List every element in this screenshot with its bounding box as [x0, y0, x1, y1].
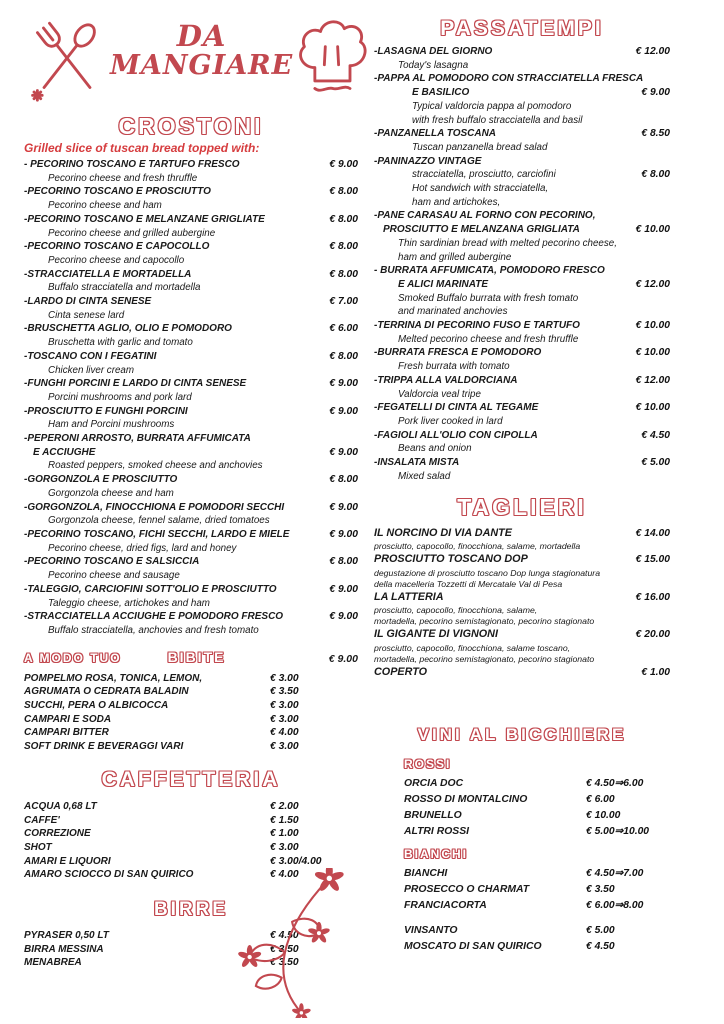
- item-text: stracciatella, prosciutto, carciofini: [412, 169, 556, 181]
- item-price: € 1.50: [270, 814, 299, 826]
- item-text: - PECORINO TOSCANO E TARTUFO FRESCO: [24, 159, 240, 170]
- menu-item-name: [374, 456, 670, 470]
- section-taglieri: [374, 493, 670, 681]
- item-price: € 3.50: [586, 884, 615, 896]
- item-text: -PANE CARASAU AL FORNO CON PECORINO,: [374, 210, 596, 222]
- menu-item-name: [24, 322, 358, 336]
- item-price: € 4.50⇒6.00: [586, 778, 644, 790]
- item-text: E ALICI MARINATE: [398, 278, 488, 290]
- menu-item-name: [374, 552, 670, 568]
- item-price: € 10.00: [635, 224, 670, 236]
- item-text: PROSCIUTTO TOSCANO DOP: [374, 553, 528, 566]
- bianchi-items: [374, 866, 700, 914]
- item-price: € 3.50: [270, 957, 299, 969]
- item-price: € 3.00: [270, 741, 299, 753]
- menu-item-description: [374, 442, 670, 456]
- item-text: -PECORINO TOSCANO E CAPOCOLLO: [24, 241, 210, 253]
- section-title-rossi: ROSSI: [404, 757, 452, 772]
- item-text: Porcini mushrooms and pork lard: [48, 391, 192, 403]
- menu-item-description: [24, 309, 358, 323]
- item-text: ALTRI ROSSI: [404, 826, 470, 838]
- item-text: Mixed salad: [398, 470, 451, 482]
- menu-item-description: [374, 579, 670, 590]
- menu-item-description: [374, 415, 670, 429]
- item-text: -GORGONZOLA, FINOCCHIONA E POMODORI SECCHI: [24, 501, 285, 513]
- item-text: CORREZIONE: [24, 828, 91, 840]
- menu-item-name: [374, 665, 670, 681]
- section-title-bibite: BIBITE: [167, 648, 226, 665]
- crossed-spoon-fork-icon: [24, 14, 110, 106]
- item-price: € 6.00⇒8.00: [586, 900, 644, 912]
- section-amodotuo: [24, 647, 358, 754]
- section-title-bianchi: BIANCHI: [404, 847, 468, 862]
- menu-item-name: [24, 528, 358, 542]
- menu-item-description: [374, 237, 670, 251]
- menu-item-name: [374, 319, 670, 333]
- item-text: -LARDO DI CINTA SENESE: [24, 296, 152, 308]
- item-text: ROSSO DI MONTALCINO: [404, 794, 528, 806]
- menu-item-name: [24, 814, 358, 828]
- item-text: PROSCIUTTO E MELANZANA GRIGLIATA: [383, 224, 580, 236]
- menu-item-description: [24, 364, 358, 378]
- item-price: € 3.00: [270, 700, 299, 712]
- item-price: € 3.00: [270, 672, 299, 684]
- item-text: BIRRA MESSINA: [24, 943, 104, 955]
- menu-item-description: [24, 254, 358, 268]
- item-text: PROSECCO O CHARMAT: [404, 884, 530, 896]
- menu-item-name: [404, 898, 700, 914]
- item-price: € 9.00: [329, 378, 358, 390]
- item-text: prosciutto, capocollo, finocchiona, salame,: [374, 605, 538, 616]
- menu-item-name: [404, 808, 700, 824]
- item-price: € 6.00: [586, 794, 615, 806]
- item-price: € 1.00: [270, 828, 299, 840]
- menu-item-name: [374, 209, 670, 223]
- item-price: € 8.00: [329, 241, 358, 253]
- item-price: € 8.00: [329, 474, 358, 486]
- item-price: € 16.00: [635, 591, 670, 603]
- menu-item-name: [24, 213, 358, 227]
- section-title-passatempi: PASSATEMPI: [440, 17, 604, 40]
- item-text: PYRASER 0,50 LT: [24, 929, 109, 941]
- floral-ornament: [232, 868, 348, 1018]
- item-text: Pecorino cheese and fresh thruffle: [48, 172, 198, 184]
- item-price: € 8.00: [329, 350, 358, 362]
- menu-item-name: [24, 713, 358, 727]
- dessert-wine-items: [374, 923, 700, 955]
- item-text: FRANCIACORTA: [404, 900, 487, 912]
- menu-item-name: [24, 555, 358, 569]
- item-price: € 5.00⇒10.00: [586, 826, 650, 838]
- item-text: POMPELMO ROSA, TONICA, LEMON,: [24, 672, 203, 684]
- menu-item-description: [24, 199, 358, 213]
- menu-item-name: [374, 374, 670, 388]
- item-text: IL NORCINO DI VIA DANTE: [374, 526, 512, 539]
- menu-item-name: [374, 72, 670, 86]
- menu-item-name: [404, 792, 700, 808]
- item-text: Pork liver cooked in lard: [398, 415, 503, 427]
- item-price: € 20.00: [635, 629, 670, 641]
- menu-item-name: [404, 882, 700, 898]
- menu-item-name: [24, 432, 358, 446]
- item-text: -PECORINO TOSCANO E MELANZANE GRIGLIATE: [24, 213, 265, 225]
- menu-item-name: [374, 278, 670, 292]
- item-text: -PEPERONI ARROSTO, BURRATA AFFUMICATA: [24, 433, 251, 445]
- item-text: -PANINAZZO VINTAGE: [374, 155, 482, 167]
- item-text: Cinta senese lard: [48, 309, 125, 321]
- item-text: AGRUMATA O CEDRATA BALADIN: [24, 686, 189, 698]
- item-price: € 8.00: [641, 169, 670, 181]
- menu-item-name: [24, 827, 358, 841]
- item-price: € 3.50: [270, 686, 299, 698]
- item-text: Beans and onion: [398, 443, 472, 455]
- menu-item-description: [374, 141, 670, 155]
- item-text: Chicken liver cream: [48, 364, 135, 376]
- item-price: € 4.50⇒7.00: [586, 868, 644, 880]
- menu-item-description: [24, 514, 358, 528]
- item-text: -PROSCIUTTO E FUNGHI PORCINI: [24, 405, 188, 417]
- item-text: Typical valdorcia pappa al pomodoro: [412, 100, 572, 112]
- item-price: € 9.00: [641, 87, 670, 99]
- menu-item-name: [24, 583, 358, 597]
- item-price: € 4.50: [270, 929, 299, 941]
- menu-item-name: [374, 223, 670, 237]
- item-text: Thin sardinian bread with melted pecorino cheese,: [398, 237, 617, 249]
- item-text: ham and grilled aubergine: [398, 251, 512, 263]
- logo-line2: MANGIARE: [110, 49, 294, 81]
- menu-item-name: [24, 446, 358, 460]
- menu-item-description: [24, 624, 358, 638]
- item-text: Buffalo stracciatella, anchovies and fresh tomato: [48, 624, 259, 636]
- item-price: € 12.00: [635, 278, 670, 290]
- item-text: COPERTO: [374, 665, 427, 678]
- menu-item-description: [374, 654, 670, 665]
- menu-item-description: [374, 100, 670, 114]
- menu-item-description: [374, 196, 670, 210]
- item-price: € 12.00: [635, 46, 670, 57]
- item-price: € 8.00: [329, 186, 358, 198]
- menu-item-name: [24, 841, 358, 855]
- menu-item-name: [24, 685, 358, 699]
- menu-item-description: [374, 643, 670, 654]
- menu-item-name: [374, 346, 670, 360]
- item-price: € 10.00: [635, 320, 670, 332]
- item-price: € 9.00: [329, 583, 358, 595]
- item-price: € 5.00: [586, 925, 615, 937]
- item-text: - BURRATA AFFUMICATA, POMODORO FRESCO: [374, 265, 605, 277]
- menu-item-description: [374, 568, 670, 579]
- item-text: Gorgonzola cheese and ham: [48, 487, 174, 499]
- menu-item-description: [24, 487, 358, 501]
- menu-item-description: [24, 336, 358, 350]
- menu-item-name: [374, 86, 670, 100]
- item-text: -FUNGHI PORCINI E LARDO DI CINTA SENESE: [24, 378, 247, 390]
- menu-item-name: [24, 350, 358, 364]
- item-text: prosciutto, capocollo, finocchiona, salame toscano,: [374, 642, 571, 653]
- menu-item-name: [374, 627, 670, 643]
- menu-item-description: [374, 251, 670, 265]
- menu-item-name: [374, 401, 670, 415]
- menu-item-name: [374, 127, 670, 141]
- menu-item-description: [374, 59, 670, 73]
- menu-item-description: [24, 418, 358, 432]
- item-price: € 15.00: [635, 554, 670, 566]
- item-price: € 9.00: [329, 611, 358, 623]
- menu-item-description: [374, 305, 670, 319]
- item-text: -PECORINO TOSCANO E PROSCIUTTO: [24, 186, 211, 198]
- section-title-taglieri: TAGLIERI: [457, 493, 587, 520]
- item-text: Pecorino cheese and ham: [48, 200, 162, 212]
- item-text: E ACCIUGHE: [33, 446, 96, 458]
- item-text: -PANZANELLA TOSCANA: [374, 128, 497, 140]
- item-text: VINSANTO: [404, 925, 458, 937]
- item-text: -BURRATA FRESCA E POMODORO: [374, 347, 542, 359]
- item-text: Fresh burrata with tomato: [398, 361, 510, 373]
- menu-item-name: [24, 268, 358, 282]
- item-text: della macelleria Tozzetti di Mercatale Val di Pesa: [374, 578, 563, 589]
- item-price: € 6.00: [329, 323, 358, 335]
- restaurant-name: [110, 14, 293, 79]
- menu-item-name: [404, 776, 700, 792]
- restaurant-logo: [24, 14, 358, 110]
- item-text: Bruschetta with garlic and tomato: [48, 337, 193, 349]
- item-text: ACQUA 0,68 LT: [24, 800, 97, 812]
- item-text: degustazione di prosciutto toscano Dop lunga stagionatura: [374, 567, 601, 578]
- section-vini: [374, 722, 670, 955]
- item-text: Pecorino cheese and sausage: [48, 570, 180, 582]
- item-price: € 4.50: [641, 429, 670, 441]
- menu-item-description: [24, 459, 358, 473]
- passatempi-items: [374, 45, 670, 484]
- item-text: Ham and Porcini mushrooms: [48, 419, 175, 431]
- amodotuo-header: [24, 647, 358, 667]
- section-title-birre: BIRRE: [153, 898, 229, 920]
- item-price: € 8.00: [329, 213, 358, 225]
- section-title-vini: VINI AL BICCHIERE: [417, 725, 627, 745]
- section-title-caffetteria: CAFFETTERIA: [101, 767, 281, 791]
- left-column: [24, 0, 358, 970]
- item-price: € 8.50: [641, 128, 670, 140]
- item-text: Tuscan panzanella bread salad: [412, 141, 548, 153]
- item-text: -STRACCIATELLA ACCIUGHE E POMODORO FRESCO: [24, 611, 284, 623]
- item-text: -LASAGNA DEL GIORNO: [374, 46, 493, 57]
- menu-item-description: [374, 360, 670, 374]
- menu-item-name: [24, 501, 358, 515]
- item-text: Valdorcia veal tripe: [398, 388, 481, 400]
- item-price: € 3.00: [270, 713, 299, 725]
- logo-line1: DA: [176, 19, 227, 53]
- menu-item-name: [24, 672, 358, 686]
- chef-hat-icon: [293, 14, 369, 106]
- item-text: SOFT DRINK E BEVERAGGI VARI: [24, 741, 184, 753]
- item-price: € 10.00: [635, 347, 670, 359]
- menu-item-name: [374, 264, 670, 278]
- item-text: -PECORINO TOSCANO, FICHI SECCHI, LARDO E MIELE: [24, 528, 290, 540]
- item-text: Hot sandwich with stracciatella,: [412, 183, 549, 195]
- item-price: € 9.00: [329, 501, 358, 513]
- item-text: -FEGATELLI DI CINTA AL TEGAME: [374, 402, 539, 414]
- menu-item-description: [374, 388, 670, 402]
- menu-item-name: [24, 800, 358, 814]
- menu-item-description: [374, 168, 670, 182]
- item-text: -STRACCIATELLA E MORTADELLA: [24, 268, 192, 280]
- menu-item-name: [24, 740, 358, 754]
- item-text: mortadella, pecorino semistagionato, pecorino stagionato: [374, 616, 595, 627]
- rossi-items: [374, 776, 700, 840]
- item-text: E BASILICO: [412, 87, 470, 99]
- item-price: € 4.00: [270, 869, 299, 881]
- item-text: -TRIPPA ALLA VALDORCIANA: [374, 374, 518, 386]
- item-price: € 10.00: [586, 810, 621, 822]
- item-price: € 4.50: [586, 941, 615, 953]
- item-text: -TERRINA DI PECORINO FUSO E TARTUFO: [374, 320, 580, 332]
- menu-item-name: [374, 45, 670, 59]
- menu-item-name: [24, 377, 358, 391]
- item-text: -BRUSCHETTA AGLIO, OLIO E POMODORO: [24, 323, 232, 335]
- item-text: mortadella, pecorino semistagionato, pecorino stagionato: [374, 653, 595, 664]
- menu-item-name: [374, 590, 670, 606]
- item-price: € 12.00: [635, 374, 670, 386]
- item-text: with fresh buffalo stracciatella and basil: [412, 114, 583, 126]
- item-text: Melted pecorino cheese and fresh thruffle: [398, 333, 579, 345]
- item-price: € 9.00: [329, 446, 358, 458]
- menu-item-name: [24, 405, 358, 419]
- section-title-amodotuo: A MODO TUO: [24, 650, 122, 665]
- menu-item-name: [374, 526, 670, 542]
- item-text: MOSCATO DI SAN QUIRICO: [404, 941, 542, 953]
- item-text: -INSALATA MISTA: [374, 457, 460, 469]
- menu-item-description: [24, 391, 358, 405]
- item-price: € 9.00: [329, 159, 358, 170]
- item-price: € 3.50: [270, 943, 299, 955]
- item-text: AMARO SCIOCCO DI SAN QUIRICO: [24, 869, 194, 881]
- item-text: -TOSCANO CON I FEGATINI: [24, 350, 157, 362]
- menu-item-description: [374, 333, 670, 347]
- item-text: ORCIA DOC: [404, 778, 464, 790]
- amodotuo-price: € 9.00: [328, 652, 358, 665]
- item-text: Pecorino cheese and grilled aubergine: [48, 227, 216, 239]
- menu-item-name: [374, 429, 670, 443]
- item-text: Roasted peppers, smoked cheese and anchovies: [48, 460, 263, 472]
- menu-item-description: [374, 114, 670, 128]
- menu-item-description: [374, 605, 670, 616]
- item-price: € 7.00: [329, 296, 358, 308]
- item-text: ham and artichokes,: [412, 196, 501, 208]
- menu-item-description: [374, 182, 670, 196]
- item-text: -FAGIOLI ALL'OLIO CON CIPOLLA: [374, 429, 538, 441]
- item-text: Pecorino cheese, dried figs, lard and honey: [48, 542, 237, 554]
- item-text: CAFFE': [24, 814, 60, 826]
- menu-item-description: [24, 542, 358, 556]
- right-column: [374, 0, 670, 955]
- item-text: CAMPARI BITTER: [24, 727, 109, 739]
- menu-item-name: [404, 824, 700, 840]
- item-text: Smoked Buffalo burrata with fresh tomato: [398, 292, 579, 304]
- item-text: Taleggio cheese, artichokes and ham: [48, 597, 210, 609]
- bibite-items: [24, 672, 358, 754]
- item-text: Buffalo stracciatella and mortadella: [48, 282, 201, 294]
- item-price: € 9.00: [329, 405, 358, 417]
- item-price: € 3.00: [270, 841, 299, 853]
- item-price: € 3.00/4.00: [270, 855, 322, 867]
- section-crostoni: [24, 112, 358, 638]
- item-text: BIANCHI: [404, 868, 448, 880]
- menu-item-description: [24, 569, 358, 583]
- item-text: Gorgonzola cheese, fennel salame, dried tomatoes: [48, 515, 270, 527]
- item-text: AMARI E LIQUORI: [24, 855, 111, 867]
- menu-item-name: [404, 939, 700, 955]
- taglieri-items: [374, 526, 670, 681]
- item-price: € 2.00: [270, 800, 299, 812]
- menu-item-name: [24, 473, 358, 487]
- section-passatempi: [374, 16, 670, 484]
- item-price: € 8.00: [329, 268, 358, 280]
- item-price: € 5.00: [641, 457, 670, 469]
- item-text: MENABREA: [24, 957, 82, 969]
- item-text: -PECORINO TOSCANO E SALSICCIA: [24, 556, 200, 568]
- menu-item-description: [374, 470, 670, 484]
- item-price: € 4.00: [270, 727, 299, 739]
- menu-item-name: [24, 610, 358, 624]
- item-text: prosciutto, capocollo, finocchiona, salame, mortadella: [374, 541, 581, 552]
- section-title-crostoni: CROSTONI: [118, 113, 264, 139]
- menu-item-name: [24, 726, 358, 740]
- menu-item-description: [24, 172, 358, 186]
- menu-item-name: [24, 699, 358, 713]
- menu-item-description: [24, 227, 358, 241]
- item-text: LA LATTERIA: [374, 590, 444, 603]
- item-text: -TALEGGIO, CARCIOFINI SOTT'OLIO E PROSCIUTTO: [24, 583, 277, 595]
- menu-item-name: [374, 155, 670, 169]
- section-caffetteria: [24, 767, 358, 882]
- item-text: CAMPARI E SODA: [24, 713, 112, 725]
- item-price: € 8.00: [329, 556, 358, 568]
- menu-item-name: [24, 855, 358, 869]
- menu-item-name: [24, 185, 358, 199]
- item-text: SUCCHI, PERA O ALBICOCCA: [24, 700, 169, 712]
- item-price: € 14.00: [635, 527, 670, 539]
- menu-item-description: [374, 616, 670, 627]
- item-text: Today's lasagna: [398, 59, 469, 71]
- item-text: -PAPPA AL POMODORO CON STRACCIATELLA FRESCA: [374, 73, 644, 85]
- item-price: € 9.00: [329, 528, 358, 540]
- menu-item-name: [24, 240, 358, 254]
- menu-item-description: [374, 541, 670, 552]
- item-text: and marinated anchovies: [398, 306, 508, 318]
- menu-item-name: [24, 295, 358, 309]
- crostoni-items: [24, 158, 358, 638]
- menu-item-name: [404, 866, 700, 882]
- item-text: Pecorino cheese and capocollo: [48, 254, 185, 266]
- menu-item-description: [24, 281, 358, 295]
- item-text: -GORGONZOLA E PROSCIUTTO: [24, 474, 178, 486]
- item-text: BRUNELLO: [404, 810, 462, 822]
- menu-item-name: [24, 158, 358, 172]
- menu-item-description: [24, 597, 358, 611]
- item-text: IL GIGANTE DI VIGNONI: [374, 628, 498, 641]
- crostoni-subtitle: Grilled slice of tuscan bread topped with:: [24, 141, 260, 155]
- item-price: € 10.00: [635, 402, 670, 414]
- item-price: € 1.00: [641, 666, 670, 678]
- spacer: [374, 914, 670, 923]
- item-text: SHOT: [24, 841, 52, 853]
- menu-item-name: [404, 923, 700, 939]
- menu-item-description: [374, 292, 670, 306]
